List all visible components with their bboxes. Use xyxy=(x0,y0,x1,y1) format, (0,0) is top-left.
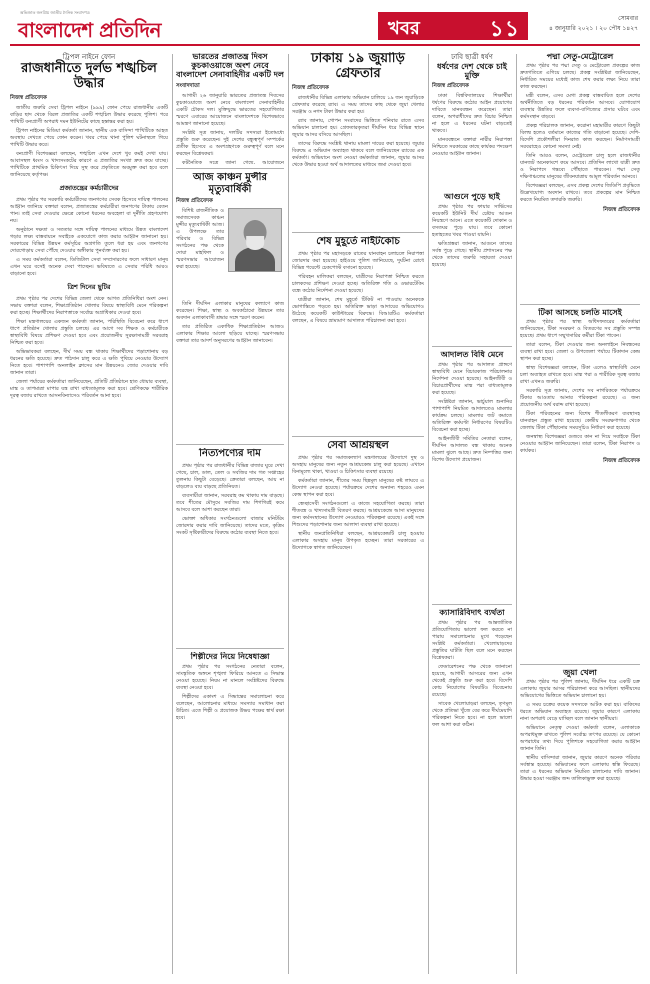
article-headline: নিত্যপণ্যের দাম xyxy=(199,448,261,459)
section-name: খবর xyxy=(388,18,420,39)
article-rule xyxy=(432,346,512,347)
date: ৪ জানুয়ারি ২০২১ । ২০ পৌষ ১৪২৭ xyxy=(549,25,638,32)
article-rule xyxy=(292,436,424,437)
paragraph: প্রথম পৃষ্ঠার পর স্বাস্থ্য অধিদফতরের কর্মকর্তারা জানিয়েছেন, টিকা সংরক্ষণ ও বিতরণের সব প্রস্তুতি সম্পন্ন হয়েছে। প্রথম ধাপে সম্মুখসারির কর্মীরা টিকা পাবেন। xyxy=(520,319,640,340)
column-rule xyxy=(288,54,289,974)
photo-beard xyxy=(246,236,264,250)
weekday: সোমবার xyxy=(618,15,638,22)
paragraph: স্বাস্থ্য বিশেষজ্ঞরা বলছেন, টিকা এলেও স্বাস্থ্যবিধি মেনে চলা অব্যাহত রাখতে হবে। মাস্ক পরা ও শারীরিক দূরত্ব বজায় রাখা এখনও জরুরি। xyxy=(520,365,640,386)
article-rule xyxy=(176,648,284,649)
column-rule xyxy=(172,54,173,974)
article-headline: আদালত বিধি মেনে xyxy=(440,350,504,359)
paragraph: এ সময় চক্রের কয়েক সদস্যকে আটক করা হয়। বাকিদের ধরতে অভিযান অব্যাহত রয়েছে। জুয়ার কারণে এলাকায় নানা অপরাধ বেড়ে যাচ্ছিল বলে জানান স্থানীয়রা। xyxy=(520,702,640,723)
article-headline: শেষ মুহূর্তে নাইটকোচ xyxy=(316,236,400,247)
article-byline: নিজস্ব প্রতিবেদক xyxy=(603,207,640,214)
article-byline: সংবাদদাতা xyxy=(176,82,200,89)
paragraph: প্রথম পৃষ্ঠার পর আন্তর্জাতিক প্রতিযোগিতায় ভালো ফল করতে না পারায় সমালোচনার মুখে পড়েছেন সংশ্লিষ্ট কর্মকর্তারা। খেলোয়াড়দের প্রস্তুতির ঘাটতি ছিল বলে মনে করছেন বিশ্লেষকরা। xyxy=(432,620,512,662)
article-headline: জুয়া খেলা xyxy=(563,668,597,677)
article-nightcoach xyxy=(292,236,424,432)
article-body xyxy=(10,105,168,179)
paragraph: ভোক্তা অধিকার সংগঠনগুলো বাজার মনিটরিং জোরদার করার দাবি জানিয়েছে। তাদের মতে, কৃত্রিম সংকট সৃষ্টিকারীদের বিরুদ্ধে কঠোর ব্যবস্থা নিতে হবে। xyxy=(176,515,284,536)
paragraph: তিনি আরও বলেন, মেট্রোরেল চালু হলে রাজধানীর যানজট অনেকাংশে কমে আসবে। প্রতিদিন লাখো যাত্রী দ্রুত ও নিরাপদে গন্তব্যে পৌঁছাতে পারবেন। পদ্মা সেতু দক্ষিণাঞ্চলের মানুষের জীবনযাত্রায় আমূল পরিবর্তন আনবে। xyxy=(520,153,640,181)
paragraph: প্রথম পৃষ্ঠার পর পদ্মা সেতু ও মেট্রোরেল প্রকল্পের কাজ দ্রুতগতিতে এগিয়ে চলছে। প্রকল্প সংশ্লিষ্টরা জানিয়েছেন, নির্ধারিত সময়ের মধ্যেই কাজ শেষ করার লক্ষ্য নিয়ে তারা কাজ করছেন। xyxy=(520,63,640,91)
article-body xyxy=(292,95,424,169)
paragraph: যাত্রীরা জানান, শেষ মুহূর্তে টিকিট না পাওয়ায় অনেককে ভোগান্তিতে পড়তে হয়। অতিরিক্ত ভাড়া আদায়ের অভিযোগও উঠেছে কয়েকটি কাউন্টারের বিরুদ্ধে। বিআরটিএ কর্মকর্তারা বলছেন, এ বিষয়ে ভ্রাম্যমাণ আদালত পরিচালনা করা হবে। xyxy=(292,296,424,324)
paragraph: স্বেচ্ছাসেবী সংগঠনগুলো এ কাজে সহযোগিতা করছে। তারা শীতবস্ত্র ও খাদ্যসামগ্রী বিতরণ করছে। আশ্রয়কেন্দ্রে আসা মানুষদের জন্য কর্মসংস্থানের উদ্যোগ নেওয়ারও পরিকল্পনা রয়েছে। একই সঙ্গে শিশুদের পড়াশোনার জন্য আলাদা ব্যবস্থা রাখা হয়েছে। xyxy=(292,500,424,528)
article-headline: শিল্পীদের নিয়ে নিষেধাজ্ঞা xyxy=(190,652,270,661)
paragraph: প্রথম পৃষ্ঠার পর সরকারি কর্মচারীদের জনগণের সেবক হিসেবে দায়িত্ব পালনের আহ্বান জানিয়ে বক্তারা বলেন, প্রজাতন্ত্রের কর্মচারীরা জনগণের টাকায় বেতন পান। তাই সেবা দেওয়ার ক্ষেত্রে কোনো ধরনের অবহেলা বা দুর্নীতি গ্রহণযোগ্য নয়। xyxy=(10,196,168,224)
article-body xyxy=(520,319,640,455)
article-body xyxy=(432,204,512,269)
paragraph: প্রকল্প পরিচালক জানান, করোনা মহামারীর কারণে কিছুটা বিলম্ব হলেও বর্তমানে কাজের গতি বাড়ানো হয়েছে। দেশি-বিদেশি প্রকৌশলীরা দিনরাত কাজ করছেন। নির্মাণসামগ্রী সরবরাহেও কোনো সমস্যা নেই। xyxy=(520,123,640,151)
article-body xyxy=(520,63,640,204)
article-politics xyxy=(176,52,284,164)
paragraph: শিক্ষা মন্ত্রণালয়ের একজন কর্মকর্তা জানান, পরিস্থিতি বিবেচনা করে ধাপে ধাপে প্রতিষ্ঠান খোলার প্রস্তুতি চলছে। এর আগে সব শিক্ষক ও কর্মচারীকে স্বাস্থ্যবিধি বিষয়ে প্রশিক্ষণ দেওয়া হবে এবং প্রয়োজনীয় সুরক্ষাসামগ্রী সরবরাহ নিশ্চিত করা হবে। xyxy=(10,318,168,346)
paragraph: র‌্যাব জানায়, গোপন সংবাদের ভিত্তিতে শনিবার রাতে এসব অভিযান চালানো হয়। গ্রেফতারকৃতরা দীর্ঘদিন ধরে বিভিন্ন স্থানে জুয়ার আসর বসিয়ে আসছিল। xyxy=(292,117,424,138)
article-sports xyxy=(432,608,512,974)
article-rule xyxy=(292,232,424,233)
paragraph: ফেডারেশনের পক্ষ থেকে জানানো হয়েছে, আগামী আসরের জন্য এখন থেকেই প্রস্তুতি শুরু করা হবে। বিদেশি কোচ নিয়োগের বিষয়টিও বিবেচনায় রয়েছে। xyxy=(432,664,512,699)
dateline xyxy=(530,14,638,34)
paragraph: জাতীয় জরুরি সেবা ট্রিপল নাইনে (৯৯৯) ফোন পেয়ে রাজধানীর একটি বাড়ির ছাদ থেকে বিরল প্রজাতির একটি শঙ্খচিল উদ্ধার করেছে পুলিশ। পরে পাখিটি বন্যপ্রাণী অপরাধ দমন ইউনিটের কাছে হস্তান্তর করা হয়। xyxy=(10,104,168,125)
article-rule xyxy=(176,168,284,169)
paragraph: কূটনৈতিক সূত্রে জানা গেছে, আয়োজনে xyxy=(182,159,284,164)
paragraph: তারা বলেন, টিকা দেওয়ার জন্য অনলাইনে নিবন্ধনের ব্যবস্থা রাখা হবে। জেলা ও উপজেলা পর্যায়ে টিকাদান কেন্দ্র স্থাপন করা হচ্ছে। xyxy=(520,342,640,363)
article-gambling xyxy=(292,52,424,228)
article-university xyxy=(432,52,512,188)
article-body xyxy=(10,197,168,278)
paragraph: শিল্পীদের একাংশ এ সিদ্ধান্তের সমালোচনা করে বলেছেন, আলোচনার মাধ্যমে সমস্যার সমাধান করা উচিত। এতে শিল্পী ও প্রযোজক উভয় পক্ষের স্বার্থ রক্ষা হবে। xyxy=(176,694,284,722)
column-rule xyxy=(428,54,429,974)
article-obituary xyxy=(176,172,284,440)
article-byline: নিজস্ব প্রতিবেদক xyxy=(292,84,329,91)
article-headline: ঢাকায় ১৯ জুয়াড়ি গ্রেফতার xyxy=(311,52,405,81)
paragraph: জেলা পর্যায়ের কর্মকর্তারা জানিয়েছেন, প্রতিটি প্রতিষ্ঠানে হাত ধোয়ার ব্যবস্থা, মাস্ক ও তাপমাত্রা মাপার যন্ত্র রাখা বাধ্যতামূলক করা হবে। শ্রেণিকক্ষে শারীরিক দূরত্ব বজায় রাখতে আসনবিন্যাসেও পরিবর্তন আনা হবে। xyxy=(10,378,168,399)
paragraph: প্রথম পৃষ্ঠার পর সমাজকল্যাণ মন্ত্রণালয়ের উদ্যোগে দুস্থ ও অসহায় মানুষের জন্য নতুন আশ্রয়কেন্দ্র চালু করা হয়েছে। এখানে বিনামূল্যে থাকা, খাওয়া ও চিকিৎসার ব্যবস্থা রয়েছে। xyxy=(292,454,424,475)
newspaper-page xyxy=(10,6,640,978)
paragraph: জনস্বাস্থ্য বিশেষজ্ঞরা গুজবে কান না দিয়ে সবাইকে টিকা নেওয়ার আহ্বান জানিয়েছেন। তারা বলেন, টিকা নিরাপদ ও কার্যকর। xyxy=(520,434,640,455)
article-vaccine xyxy=(520,308,640,660)
article-kicker: ঢাবি ছাত্রী ধর্ষণ xyxy=(451,53,493,61)
paragraph: প্রথম পৃষ্ঠার পর রাজধানীর বিভিন্ন বাজার ঘুরে দেখা গেছে, চাল, ডাল, তেল ও সবজির দাম গত সপ্তাহের তুলনায় কিছুটা বেড়েছে। ক্রেতারা বলছেন, আয় না বাড়লেও ব্যয় বাড়ছে প্রতিনিয়ত। xyxy=(176,462,284,490)
article-price xyxy=(176,448,284,644)
column-rule xyxy=(516,54,517,974)
paragraph: তাদের বিরুদ্ধে সংশ্লিষ্ট থানায় মামলা দায়ের করা হয়েছে। জুয়ার বিরুদ্ধে এ অভিযান অব্যাহত থাকবে বলে জানিয়েছেন র‌্যাবের এক কর্মকর্তা। অভিযানে অংশ নেওয়া কর্মকর্তারা জানান, জুয়ার আসর থেকে উদ্ধার হওয়া অর্থ আদালতের মাধ্যমে জমা দেওয়া হবে। xyxy=(292,140,424,168)
paragraph: পরিবহন মালিকরা বলছেন, যাত্রীদের নিরাপত্তা নিশ্চিত করতে চালকদের প্রশিক্ষণ দেওয়া হচ্ছে। অতিরিক্ত গতি ও ওভারটেকিং বন্ধে কঠোর নির্দেশনা দেওয়া হয়েছে। xyxy=(292,273,424,294)
paragraph: বিশিষ্ট রাজনীতিক ও সমাজসেবক কাঞ্চন মুন্সীর মৃত্যুবার্ষিকী আজ। এ উপলক্ষে তার পরিবার ও বিভিন্ন সংগঠনের পক্ষ থেকে দোয়া মাহফিল ও স্মরণসভার আয়োজন করা হয়েছে। xyxy=(176,208,224,270)
article-court-rules xyxy=(432,350,512,600)
article-body xyxy=(432,93,512,158)
paragraph: সাবেক খেলোয়াড়রা বলছেন, তৃণমূল থেকে প্রতিভা খুঁজে বের করে দীর্ঘমেয়াদি পরিকল্পনা নিতে হবে। না হলে ভালো ফল আশা করা কঠিন। xyxy=(432,701,512,729)
paragraph: এ সময় কর্মকর্তারা বলেন, ডিজিটাল সেবা সম্প্রসারণের ফলে সাধারণ মানুষ এখন ঘরে বসেই অনেক সেবা পাচ্ছেন। ভবিষ্যতে এ সেবার পরিধি আরও বাড়ানো হবে। xyxy=(10,256,168,277)
article-body xyxy=(176,301,284,345)
article-shelter xyxy=(292,440,424,974)
paragraph: স্থানীয় জনপ্রতিনিধিরা বলছেন, আশ্রয়কেন্দ্রটি চালু হওয়ায় এলাকার অসহায় মানুষ উপকৃত হচ্ছেন। তারা সরকারের এ উদ্যোগকে স্বাগত জানিয়েছেন। xyxy=(292,530,424,551)
article-shilpi xyxy=(176,652,284,974)
article-rule xyxy=(520,664,640,665)
article-rule xyxy=(432,604,512,605)
article-kicker: ট্রিপল নাইনে ফোন xyxy=(62,53,116,61)
paragraph: প্রথম পৃষ্ঠার পর পুলিশ জানায়, দীর্ঘদিন ধরে একটি চক্র এলাকায় জুয়ার আসর পরিচালনা করে আসছিল। স্থানীয়দের অভিযোগের ভিত্তিতে অভিযান চালানো হয়। xyxy=(520,679,640,700)
article-rule xyxy=(176,444,284,445)
paragraph: প্রথম পৃষ্ঠার পর মহাসড়কে রাতের যানবাহন চলাচলে নিরাপত্তা জোরদার করা হয়েছে। হাইওয়ে পুলিশ জানিয়েছে, দুর্ঘটনা রোধে বিভিন্ন পয়েন্টে চেকপোস্ট বসানো হয়েছে। xyxy=(292,250,424,271)
photo-shoulders xyxy=(235,247,275,272)
article-subhead: প্রজাতন্ত্রের কর্মচারীদের xyxy=(59,183,119,192)
article-body xyxy=(10,296,168,400)
article-headline: ভারতের প্রজাতন্ত্র দিবস কুচকাওয়াজে অংশ নেবে বাংলাদেশ সেনাবাহিনীর একটি দল xyxy=(176,52,284,80)
paragraph: অনুষ্ঠানে দক্ষতা ও সততার সঙ্গে দায়িত্ব পালনের মাধ্যমে উন্নত বাংলাদেশ গড়ার লক্ষ্য বাস্তবায়নে সবাইকে একযোগে কাজ করার আহ্বান জানানো হয়। সরকারের বিভিন্ন উন্নয়ন কর্মসূচির অগ্রগতি তুলে ধরা হয় এবং জনগণের দোরগোড়ায় সেবা পৌঁছে দেওয়ার অঙ্গীকার পুনর্ব্যক্ত করা হয়। xyxy=(10,226,168,254)
paragraph: স্থানীয় বাসিন্দারা জানান, জুয়ার কারণে অনেক পরিবার সর্বস্বান্ত হয়েছে। অভিযানের ফলে এলাকায় স্বস্তি ফিরেছে। তারা এ ধরনের অভিযান নিয়মিত চালানোর দাবি জানান। উদ্ধার হওয়া সরঞ্জাম জব্দ তালিকাভুক্ত করা হয়েছে। xyxy=(520,755,640,783)
article-body xyxy=(176,208,224,271)
article-body xyxy=(432,620,512,729)
article-byline: নিজস্ব প্রতিবেদক xyxy=(176,198,213,204)
paragraph: টিকা পরিবহনের জন্য বিশেষ শীতলীকরণ ব্যবস্থাসহ যানবাহন প্রস্তুত রাখা হয়েছে। কেন্দ্রীয় সংরক্ষণাগার থেকে জেলায় টিকা পৌঁছানোর সময়সূচিও নির্ধারণ করা হয়েছে। xyxy=(520,411,640,432)
paragraph: ক্ষতিগ্রস্তরা জানান, আগুনে তাদের সর্বস্ব পুড়ে গেছে। স্থানীয় প্রশাসনের পক্ষ থেকে তাদের জরুরি সহায়তা দেওয়া হয়েছে। xyxy=(432,241,512,269)
article-body xyxy=(520,679,640,783)
paragraph: বন্যপ্রাণী বিশেষজ্ঞরা বলছেন, শঙ্খচিল এখন দেশে খুব কমই দেখা যায়। আবাসস্থল ধ্বংস ও খাদ্যসংকটের কারণে এ প্রজাতির সংখ্যা দ্রুত কমে যাচ্ছে। পাখিটিকে প্রাথমিক চিকিৎসা দিয়ে সুস্থ করে প্রকৃতিতে অবমুক্ত করা হবে বলে জানিয়েছে কর্তৃপক্ষ। xyxy=(10,150,168,178)
paragraph: আগামী ২৬ জানুয়ারি ভারতের প্রজাতন্ত্র দিবসের কুচকাওয়াজে অংশ নেবে বাংলাদেশ সেনাবাহিনীর একটি চৌকস দল। মুক্তিযুদ্ধে ভারতের সহযোগিতার স্মরণে এবারের আয়োজনে বাংলাদেশকে বিশেষভাবে আমন্ত্রণ জানানো হয়েছে। xyxy=(176,92,284,127)
article-byline: নিজস্ব প্রতিবেদক xyxy=(603,458,640,465)
paragraph: সরকারি সূত্র জানায়, দেশের সব নাগরিককে পর্যায়ক্রমে টিকার আওতায় আনার পরিকল্পনা রয়েছে। এ জন্য প্রয়োজনীয় অর্থ বরাদ্দ রাখা হয়েছে। xyxy=(520,388,640,409)
article-subhead: ত্রিশ দিনের ছুটির xyxy=(67,282,111,291)
paragraph: তার প্রতিষ্ঠিত একাধিক শিক্ষাপ্রতিষ্ঠান আজও এলাকার শিক্ষার আলো ছড়িয়ে যাচ্ছে। স্মরণসভায় বক্তারা তার আদর্শ অনুসরণের আহ্বান জানাবেন। xyxy=(176,324,284,344)
article-body xyxy=(432,362,512,464)
article-headline: রাজধানীতে দুর্লভ শঙ্খচিল উদ্ধার xyxy=(21,61,157,91)
paragraph: ব্যবসায়ীরা জানান, সরবরাহ কম থাকায় দাম বাড়ছে। তবে শীতের মৌসুমে সবজির দাম শিগগিরই কমে আসবে বলে আশা করছেন তারা। xyxy=(176,492,284,513)
article-headline: আগুনে পুড়ে ছাই xyxy=(444,192,500,201)
article-rajshahi xyxy=(10,52,168,976)
paragraph: সংশ্লিষ্ট সূত্র জানায়, দলটির সদস্যরা ইতোমধ্যে প্রস্তুতি শুরু করেছেন। দুই দেশের বন্ধুত্বপূর্ণ সম্পর্কের প্রতীক হিসেবে এ অংশগ্রহণকে গুরুত্বপূর্ণ বলে মনে করছেন বিশ্লেষকরা। xyxy=(176,129,284,157)
paragraph: কর্মকর্তারা জানান, শীতের সময় ছিন্নমূল মানুষের কষ্ট লাঘবে এ উদ্যোগ নেওয়া হয়েছে। পর্যায়ক্রমে দেশের অন্যান্য শহরেও এমন কেন্দ্র স্থাপন করা হবে। xyxy=(292,477,424,498)
masthead xyxy=(10,6,640,46)
article-body xyxy=(292,455,424,552)
article-byline: নিজস্ব প্রতিবেদক xyxy=(432,83,469,90)
paragraph: সংশ্লিষ্টরা জানান, ভার্চুয়াল শুনানির পাশাপাশি নিয়মিত আদালতেও মামলার কার্যক্রম চলছে। মামলার জট কমাতে অতিরিক্ত কর্মঘণ্টা নির্ধারণের বিষয়টিও বিবেচনা করা হচ্ছে। xyxy=(432,399,512,434)
article-body xyxy=(176,463,284,537)
paragraph: প্রথম পৃষ্ঠার পর আদালত প্রাঙ্গণে স্বাস্থ্যবিধি মেনে বিচারকাজ পরিচালনার নির্দেশনা দেওয়া হয়েছে। আইনজীবী ও বিচারপ্রার্থীদের মাস্ক পরা বাধ্যতামূলক করা হয়েছে। xyxy=(432,362,512,397)
article-body xyxy=(292,251,424,325)
article-headline: আজ কাঞ্চন মুন্সীর মৃত্যুবার্ষিকী xyxy=(193,172,267,195)
paragraph: মন্ত্রী বলেন, এসব মেগা প্রকল্প বাস্তবায়িত হলে দেশের অর্থনীতিতে বড় ধরনের পরিবর্তন আসবে। যোগাযোগ ব্যবস্থার উন্নতির ফলে ব্যবসা-বাণিজ্যের প্রসার ঘটবে এবং কর্মসংস্থান বাড়বে। xyxy=(520,93,640,121)
paragraph: রাজধানীর বিভিন্ন এলাকায় অভিযান চালিয়ে ১৯ জন জুয়াড়িকে গ্রেফতার করেছে র‌্যাব। এ সময় তাদের কাছ থেকে জুয়া খেলার সরঞ্জাম ও নগদ টাকা উদ্ধার করা হয়। xyxy=(292,94,424,115)
paragraph: ঢাকা বিশ্ববিদ্যালয়ের শিক্ষার্থীরা ধর্ষণের বিরুদ্ধে কঠোর আইন প্রয়োগের দাবিতে মানববন্ধন করেছেন। তারা বলেন, অপরাধীদের দ্রুত বিচার নিশ্চিত না হলে এ ধরনের ঘটনা বাড়তেই থাকবে। xyxy=(432,93,512,135)
paragraph: মানববন্ধনে বক্তারা নারীর নিরাপত্তা নিশ্চিতে সরকারের কাছে কার্যকর পদক্ষেপ নেওয়ার আহ্বান জানান। xyxy=(432,137,512,158)
paragraph: বিশেষজ্ঞরা বলছেন, এসব প্রকল্প দেশের জিডিপি প্রবৃদ্ধিতে উল্লেখযোগ্য অবদান রাখবে। তবে প্রকল্পের মান নিশ্চিত করতে নিয়মিত তদারকি জরুরি। xyxy=(520,183,640,204)
paragraph: প্রথম পৃষ্ঠার পর দেশের বিভিন্ন জেলা থেকে আগত প্রতিনিধিরা অংশ নেন। সভায় বক্তারা বলেন, শিক্ষাপ্রতিষ্ঠান খোলার বিষয়ে স্বাস্থ্যবিধি মেনে পরিকল্পনা করা হচ্ছে। শিক্ষার্থীদের নিরাপত্তাকে সর্বোচ্চ অগ্রাধিকার দেওয়া হবে। xyxy=(10,295,168,316)
article-headline: ক্যাসারিবিদাৎ ব্যর্থতা xyxy=(439,608,505,617)
article-rule xyxy=(520,304,640,305)
page-number: ১১ xyxy=(489,17,520,42)
article-headline: ধর্ষণের দেশ থেকে চাই মুক্তি xyxy=(437,62,507,81)
article-gambling-raid xyxy=(520,668,640,974)
article-fire xyxy=(432,192,512,342)
article-body xyxy=(176,664,284,722)
paragraph: প্রথম পৃষ্ঠার পর সংগঠনের নেতারা বলেন, সাংস্কৃতিক অঙ্গনে শৃঙ্খলা ফিরিয়ে আনতে এ সিদ্ধান্ত নেওয়া হয়েছে। নিয়ম না মানলে সংশ্লিষ্টদের বিরুদ্ধে ব্যবস্থা নেওয়া হবে। xyxy=(176,664,284,692)
article-body xyxy=(176,93,284,164)
paragraph: তিনি দীর্ঘদিন এলাকার মানুষের কল্যাণে কাজ করেছেন। শিক্ষা, স্বাস্থ্য ও অবকাঠামো উন্নয়নে তার অবদান এলাকাবাসী শ্রদ্ধার সঙ্গে স্মরণ করেন। xyxy=(176,301,284,321)
paragraph: আইনজীবী সমিতির নেতারা বলেন, দীর্ঘদিন আদালত বন্ধ থাকায় অনেক মামলা ঝুলে আছে। দ্রুত নিষ্পত্তির জন্য বিশেষ উদ্যোগ প্রয়োজন। xyxy=(432,436,512,464)
paragraph: প্রথম পৃষ্ঠার পর ফায়ার সার্ভিসের কয়েকটি ইউনিট দীর্ঘ চেষ্টায় আগুন নিয়ন্ত্রণে আনে। এতে কয়েকটি দোকান ও বসতঘর পুড়ে যায়। তবে কোনো হতাহতের খবর পাওয়া যায়নি। xyxy=(432,204,512,239)
article-headline: টিকা আসছে চলতি মাসেই xyxy=(538,308,622,317)
article-headline: সেবা আশ্রয়স্থল xyxy=(327,440,389,451)
portrait-photo xyxy=(228,208,282,272)
section-tag xyxy=(378,12,528,40)
logo-brand: বাংলাদেশ প্রতিদিন xyxy=(18,18,161,42)
newspaper-logo xyxy=(14,10,194,42)
article-headline: পদ্মা সেতু-মেট্রোরেল xyxy=(546,52,614,61)
article-padma xyxy=(520,52,640,300)
article-byline: নিজস্ব প্রতিবেদক xyxy=(10,94,47,101)
logo-tagline: অভিজাত জনপ্রিয় জাতীয় দৈনিক সংবাদপত্র xyxy=(20,10,90,15)
paragraph: ট্রিপল নাইনের মিডিয়া কর্মকর্তা জানান, স্থানীয় এক বাসিন্দা পাখিটিকে আহত অবস্থায় দেখতে পেয়ে ফোন করেন। খবর পেয়ে থানা পুলিশ ঘটনাস্থলে গিয়ে পাখিটি উদ্ধার করে। xyxy=(10,127,168,148)
paragraph: অভিযানে নেতৃত্ব দেওয়া কর্মকর্তা বলেন, এলাকাকে অপরাধমুক্ত রাখতে পুলিশ সর্বোচ্চ তৎপর রয়েছে। যে কোনো অপরাধের তথ্য দিয়ে পুলিশকে সহযোগিতা করার আহ্বান জানান তিনি। xyxy=(520,725,640,753)
paragraph: অভিভাবকরা বলছেন, দীর্ঘ সময় বন্ধ থাকায় শিক্ষার্থীদের পড়াশোনায় বড় ধরনের ক্ষতি হয়েছে। দ্রুত পাঠদান চালু করে এ ক্ষতি পুষিয়ে নেওয়ার উদ্যোগ নিতে হবে। পাশাপাশি অনলাইন ক্লাসের মান উন্নয়নেও জোর দেওয়ার দাবি জানান তারা। xyxy=(10,348,168,376)
